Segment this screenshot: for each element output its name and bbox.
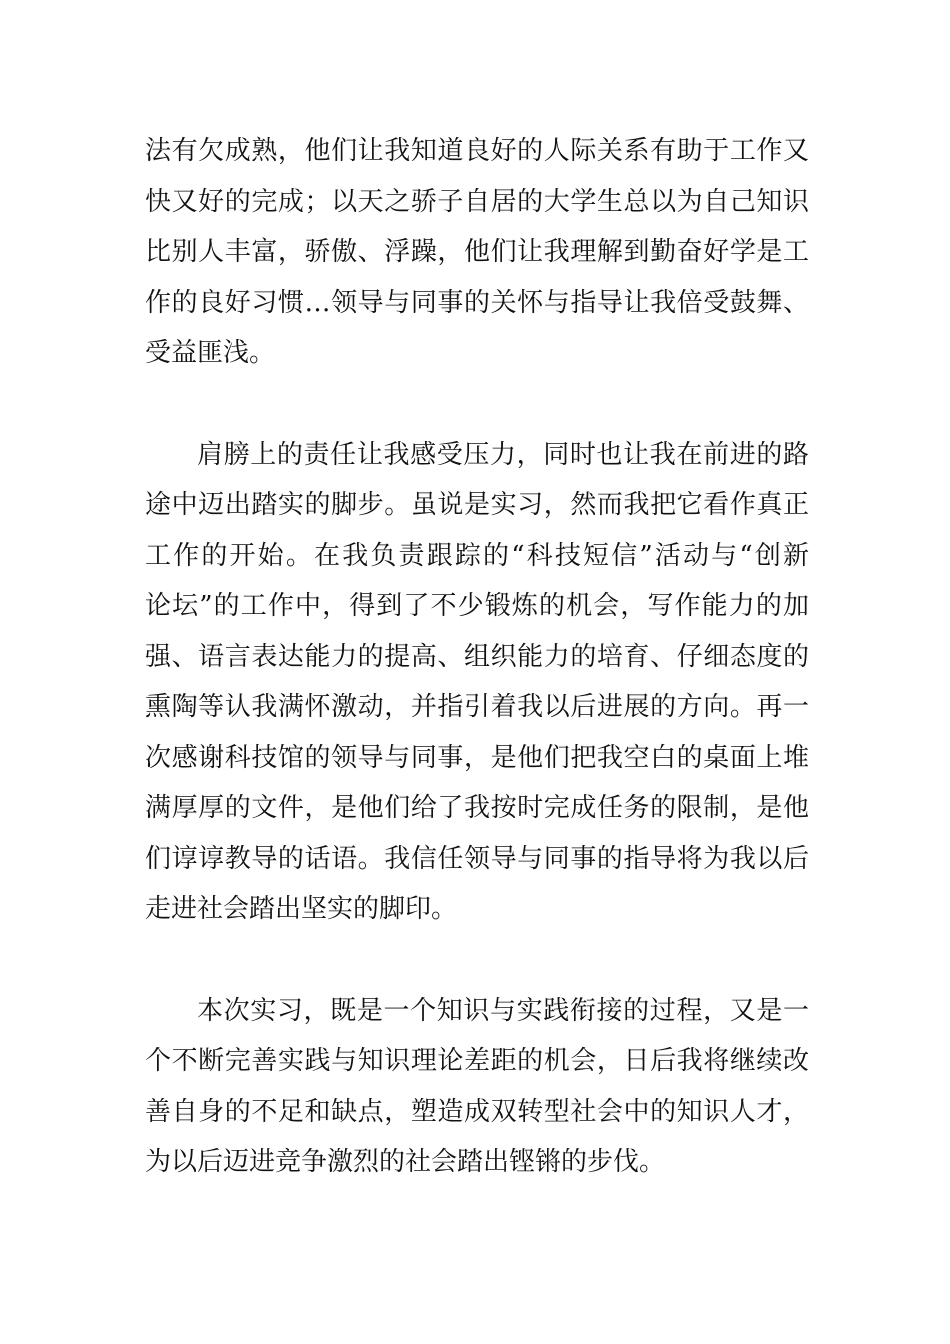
paragraph-2-line-4: 论坛”的工作中，得到了不少锻炼的机会，写作能力的加 bbox=[145, 591, 809, 621]
paragraph-3-line-4: 为以后迈进竞争激烈的社会踏出铿锵的步伐。 bbox=[145, 1147, 666, 1177]
paragraph-2-line-6: 熏陶等认我满怀激动，并指引着我以后进展的方向。再一 bbox=[145, 692, 809, 722]
paragraph-2-line-7: 次感谢科技馆的领导与同事，是他们把我空白的桌面上堆 bbox=[145, 742, 809, 773]
paragraph-3-line-2: 个不断完善实践与知识理论差距的机会，日后我将继续改 bbox=[145, 1046, 809, 1076]
paragraph-gap bbox=[145, 935, 809, 986]
paragraph-2-line-8: 满厚厚的文件，是他们给了我按时完成任务的限制，是他 bbox=[145, 793, 809, 823]
paragraph-1-line-2: 快又好的完成；以天之骄子自居的大学生总以为自己知识 bbox=[145, 186, 809, 217]
document-body bbox=[145, 126, 809, 1188]
paragraph-3-line-1: 本次实习，既是一个知识与实践衔接的过程，又是一 bbox=[197, 995, 809, 1026]
paragraph-1-line-5: 受益匪浅。 bbox=[145, 338, 276, 368]
paragraph-1-line-3: 比别人丰富，骄傲、浮躁，他们让我理解到勤奋好学是工 bbox=[145, 237, 809, 267]
paragraph-2-line-3: 工作的开始。在我负责跟踪的“科技短信”活动与“创新 bbox=[145, 540, 809, 571]
paragraph-1-line-4: 作的良好习惯…领导与同事的关怀与指导让我倍受鼓舞、 bbox=[145, 287, 809, 318]
paragraph-2-line-9: 们谆谆教导的话语。我信任领导与同事的指导将为我以后 bbox=[145, 843, 809, 874]
paragraph-2-line-5: 强、语言表达能力的提高、组织能力的培育、仔细态度的 bbox=[145, 641, 809, 672]
paragraph-2-line-10: 走进社会踏出坚实的脚印。 bbox=[145, 894, 458, 924]
paragraph-1-line-1: 法有欠成熟，他们让我知道良好的人际关系有助于工作又 bbox=[145, 136, 809, 166]
paragraph-2-line-1: 肩膀上的责任让我感受压力，同时也让我在前进的路 bbox=[197, 439, 809, 470]
paragraph-2-line-2: 途中迈出踏实的脚步。虽说是实习，然而我把它看作真正 bbox=[145, 490, 809, 520]
paragraph-3-line-3: 善自身的不足和缺点，塑造成双转型社会中的知识人才， bbox=[145, 1096, 809, 1127]
paragraph-gap bbox=[145, 379, 809, 430]
